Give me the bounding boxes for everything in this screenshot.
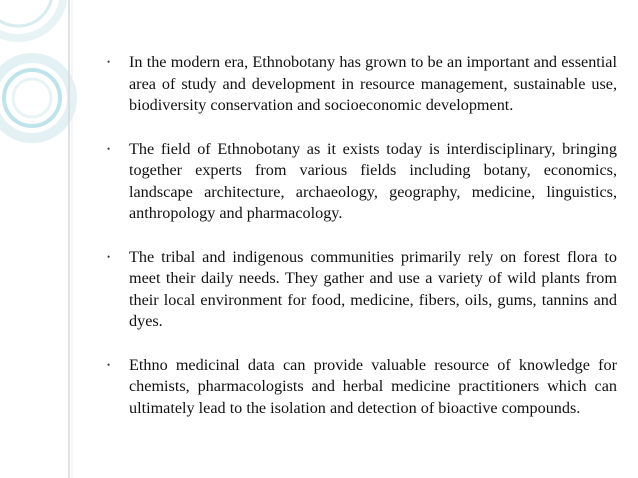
list-item bbox=[107, 139, 617, 225]
list-item bbox=[107, 247, 617, 333]
bullet-text: The tribal and indigenous communities primarily rely on forest flora to meet their daily needs. They gather and use a variety of wild plants from their local environment for food, medicine, fibers, oils, gums, tannins and dyes. bbox=[129, 247, 617, 330]
list-item bbox=[107, 355, 617, 420]
bullet-marker: • bbox=[107, 251, 111, 262]
bullet-marker: • bbox=[107, 143, 111, 154]
decorative-rings-graphic bbox=[0, 0, 90, 478]
bullet-marker: • bbox=[107, 359, 111, 370]
bullet-text: In the modern era, Ethnobotany has grown to be an important and essential area of study and development in resource management, sustainable use, biodiversity conservation and socioeconomic development. bbox=[129, 53, 617, 114]
bullet-text: Ethno medicinal data can provide valuable resource of knowledge for chemists, pharmacologists and herbal medicine practitioners which can ultimately lead to the isolation and detection of bioactive compounds. bbox=[129, 355, 617, 417]
list-item bbox=[107, 52, 617, 117]
bullet-list bbox=[107, 52, 617, 419]
bullet-text: The field of Ethnobotany as it exists today is interdisciplinary, bringing together experts from various fields including botany, economics, landscape architecture, archaeology, geography, medicine, linguistics, anthropology and pharmacology. bbox=[129, 139, 617, 222]
bullet-marker: • bbox=[107, 57, 111, 67]
